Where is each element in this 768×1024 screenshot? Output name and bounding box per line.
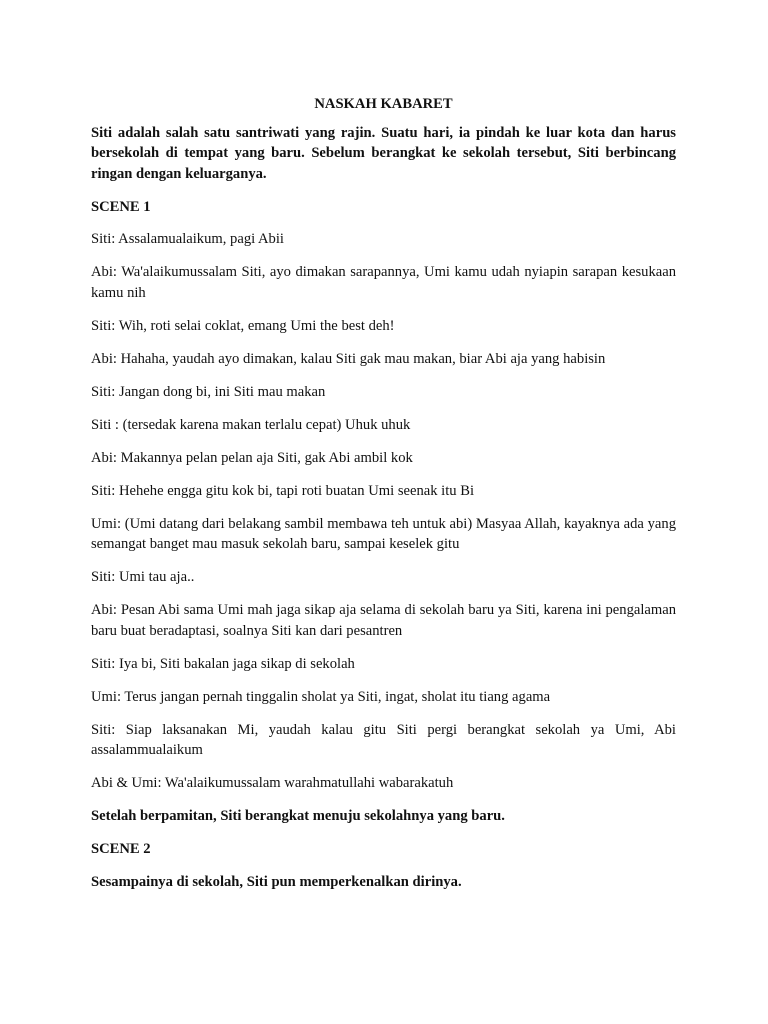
scene-2-intro: Sesampainya di sekolah, Siti pun memperkenalkan dirinya. <box>91 873 462 890</box>
document-title: NASKAH KABARET <box>314 96 453 112</box>
intro-paragraph: Siti adalah salah satu santriwati yang rajin. Suatu hari, ia pindah ke luar kota dan harus bersekolah di tempat yang baru. Sebelum berangkat ke sekolah tersebut, Siti berbincang ringan dengan keluarganya. <box>91 124 676 182</box>
document-body <box>91 94 676 905</box>
dialogue-line: Umi: (Umi datang dari belakang sambil membawa teh untuk abi) Masyaa Allah, kayaknya ada yang semangat banget mau masuk sekolah baru, sampai keselek gitu <box>91 515 676 552</box>
dialogue-line: Siti: Iya bi, Siti bakalan jaga sikap di sekolah <box>91 655 355 672</box>
dialogue-line: Siti : (tersedak karena makan terlalu cepat) Uhuk uhuk <box>91 416 411 433</box>
dialogue-line: Abi: Wa'alaikumussalam Siti, ayo dimakan sarapannya, Umi kamu udah nyiapin sarapan kesukaan kamu nih <box>91 264 676 301</box>
dialogue-line: Siti: Hehehe engga gitu kok bi, tapi roti buatan Umi seenak itu Bi <box>91 482 475 499</box>
dialogue-line: Siti: Siap laksanakan Mi, yaudah kalau gitu Siti pergi berangkat sekolah ya Umi, Abi assalammualaikum <box>91 721 676 758</box>
dialogue-line: Siti: Jangan dong bi, ini Siti mau makan <box>91 383 326 400</box>
dialogue-line: Siti: Umi tau aja.. <box>91 569 195 585</box>
dialogue-line: Abi: Hahaha, yaudah ayo dimakan, kalau Siti gak mau makan, biar Abi aja yang habisin <box>91 350 606 367</box>
scene-2-heading: SCENE 2 <box>91 841 151 857</box>
dialogue-line: Siti: Assalamualaikum, pagi Abii <box>91 231 284 247</box>
dialogue-line: Umi: Terus jangan pernah tinggalin sholat ya Siti, ingat, sholat itu tiang agama <box>91 688 551 705</box>
scene-1-heading: SCENE 1 <box>91 198 151 215</box>
dialogue-line: Abi: Makannya pelan pelan aja Siti, gak Abi ambil kok <box>91 449 413 466</box>
dialogue-line: Abi & Umi: Wa'alaikumussalam warahmatullahi wabarakatuh <box>91 775 454 791</box>
scene-1-closing: Setelah berpamitan, Siti berangkat menuju sekolahnya yang baru. <box>91 808 505 824</box>
dialogue-line: Abi: Pesan Abi sama Umi mah jaga sikap aja selama di sekolah baru ya Siti, karena ini pengalaman baru buat beradaptasi, soalnya Siti kan dari pesantren <box>91 602 676 639</box>
dialogue-line: Siti: Wih, roti selai coklat, emang Umi the best deh! <box>91 317 395 334</box>
